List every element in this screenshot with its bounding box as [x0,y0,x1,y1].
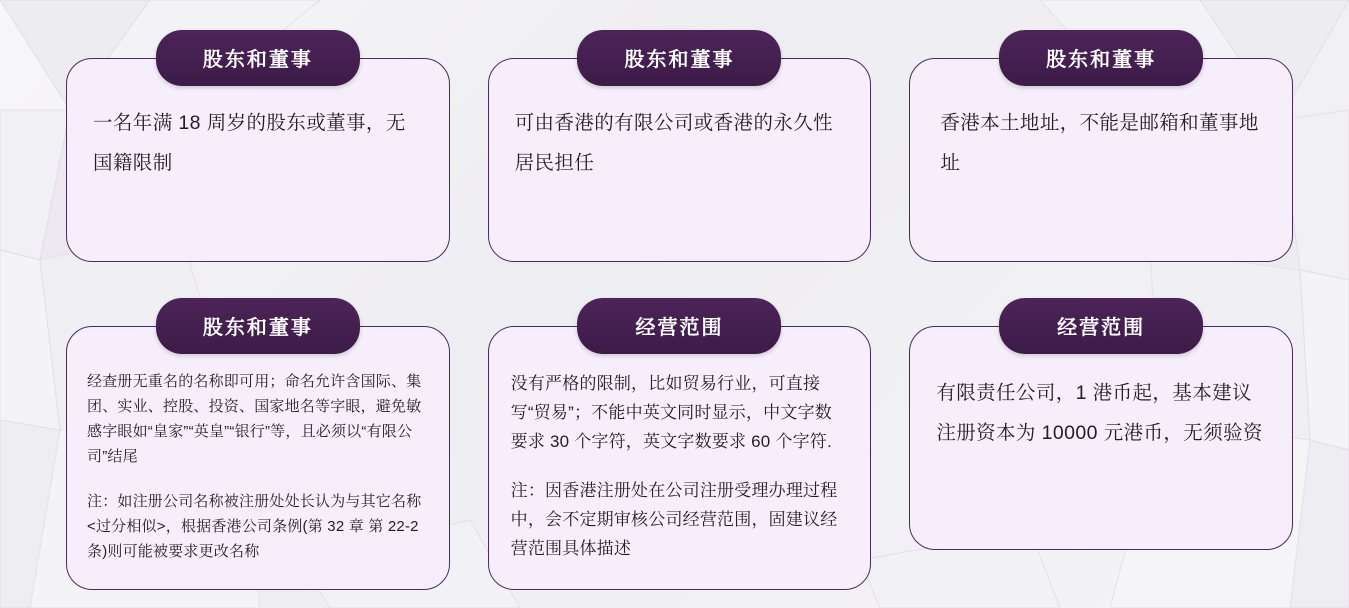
card-surface [909,326,1293,550]
card-surface [488,58,872,262]
card-body [910,103,1292,183]
card-business-scope-description [488,298,872,598]
card-surface [66,326,450,590]
card-title-badge: 股东和董事 [577,30,781,86]
card-paragraph: 可由香港的有限公司或香港的永久性居民担任 [514,112,834,174]
card-note: 注：因香港注册处在公司注册受理办理过程 中，会不定期审核公司经营范围，固建议经营范围具体描述 [510,481,838,558]
card-business-scope-capital [909,298,1293,598]
card-paragraph: 一名年满 18 周岁的股东或董事，无国籍限制 [93,112,406,174]
card-title-badge: 股东和董事 [999,30,1203,86]
card-paragraph: 经查册无重名的名称即可用；命名允许含国际、集团、实业、控股、投资、国家地名等字眼，避免敏感字眼如“皇家”“英皇”“银行”等，且必须以“有限公司”结尾 [87,373,422,465]
card-body [489,369,871,563]
card-surface [909,58,1293,262]
card-body [67,103,449,183]
card-title-badge: 股东和董事 [156,298,360,354]
card-body [67,369,449,564]
card-paragraph: 有限责任公司，1 港币起，基本建议注册资本为 10000 元港币，无须验资 [936,382,1263,444]
card-paragraph: 香港本土地址，不能是邮箱和董事地址 [940,112,1259,174]
card-paragraph: 没有严格的限制，比如贸易行业，可直接写“贸易”；不能中英文同时显示，中文字数要求 30 个字符，英文字数要求 60 个字符. [510,374,832,451]
card-shareholder-director-address [909,30,1293,280]
card-title-badge: 经营范围 [577,298,781,354]
card-title-badge: 股东和董事 [156,30,360,86]
card-shareholder-director-eligibility [488,30,872,280]
card-shareholder-director-age [66,30,450,280]
card-title-badge: 经营范围 [999,298,1203,354]
card-body [489,103,871,183]
card-surface [66,58,450,262]
card-body [910,373,1292,453]
card-shareholder-director-company-name [66,298,450,598]
card-surface [488,326,872,590]
card-note: 注：如注册公司名称被注册处处长认为与其它名称<过分相似>，根据香港公司条例(第 32 章 第 22-2 条)则可能被要求更改名称 [87,493,422,560]
